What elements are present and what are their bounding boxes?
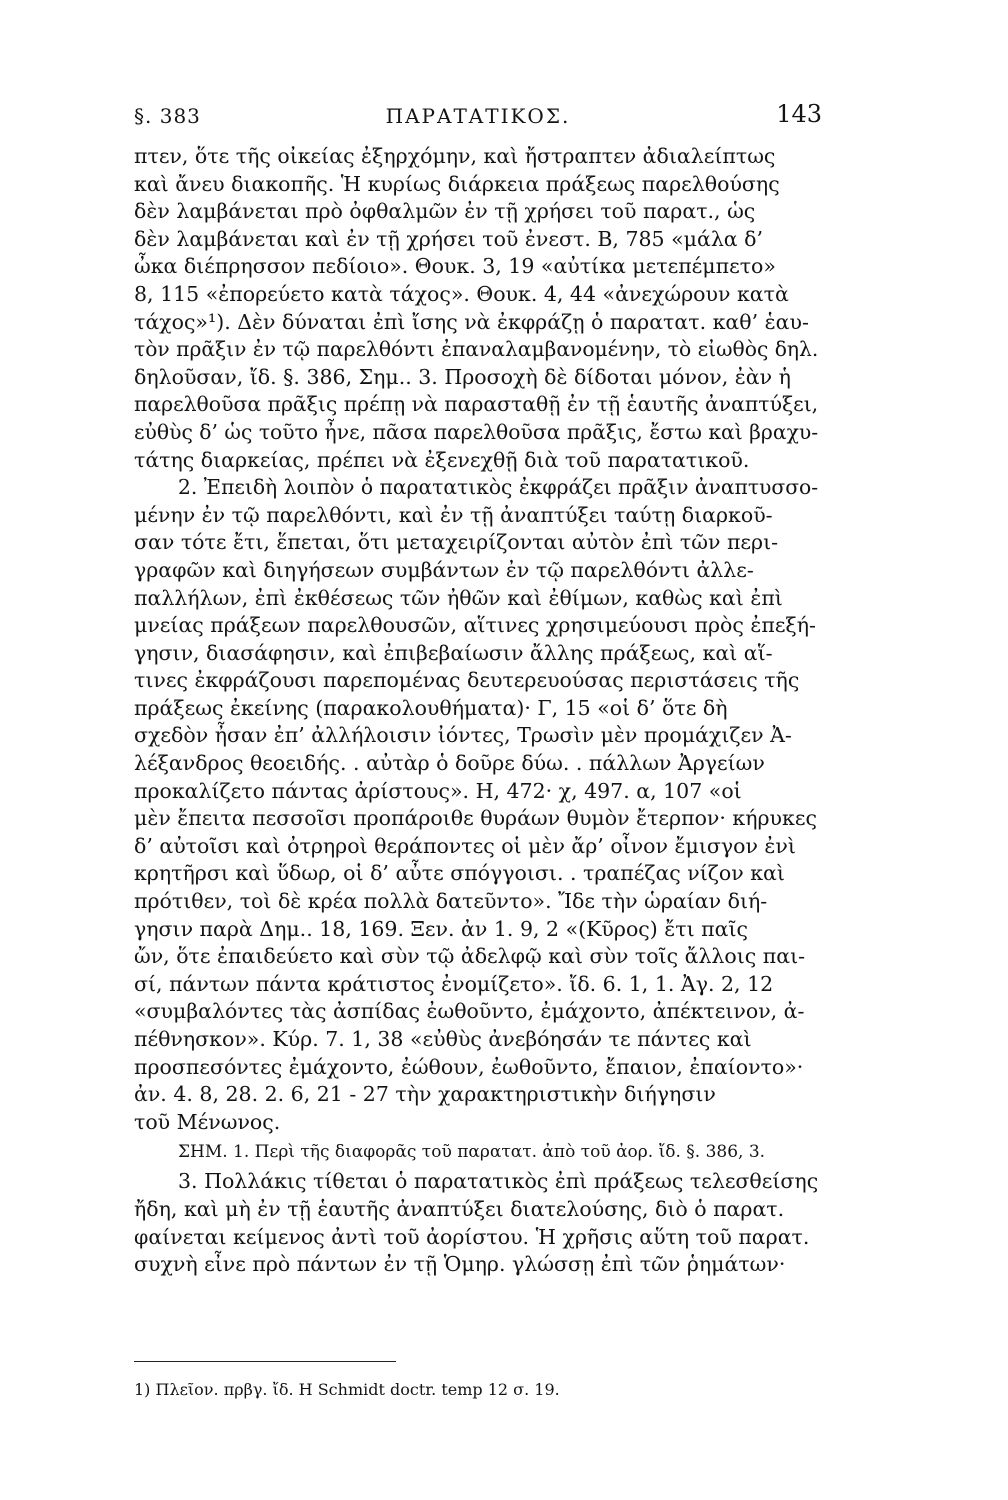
text-line: δὲν λαμβάνεται καὶ ἐν τῇ χρήσει τοῦ ἐνεστ. Β, 785 «μάλα δ’ [134,226,764,251]
text-line: μένην ἐν τῷ παρελθόντι, καὶ ἐν τῇ ἀναπτύξει ταύτῃ διαρκοῦ- [134,502,773,527]
text-line: συχνὴ εἶνε πρὸ πάντων ἐν τῇ Ὁμηρ. γλώσσῃ ἐπὶ τῶν ῥημάτων· [134,1252,786,1277]
section-marker: §. 383 [134,104,201,128]
paragraph-3 [134,1168,822,1278]
text-line: μνείας πράξεων παρελθουσῶν, αἵτινες χρησιμεύουσι πρὸς ἐπεξή- [134,613,816,638]
text-line: λέξανδρος θεοειδής. . αὐτὰρ ὁ δοῦρε δύω. . πάλλων Ἀργείων [134,751,765,776]
remark-note: ΣΗΜ. 1. Περὶ τῆς διαφορᾶς τοῦ παρατατ. ἀπὸ τοῦ ἀορ. ἴδ. §. 386, 3. [178,1142,766,1163]
text-line: προκαλίζετο πάντας ἀρίστους». Η, 472· χ, 497. α, 107 «οἱ [134,778,742,803]
page-number: 143 [776,100,822,128]
text-line: μὲν ἔπειτα πεσσοῖσι προπάροιθε θυράων θυμὸν ἔτερπον· κήρυκες [134,806,817,831]
text-line: γραφῶν καὶ διηγήσεων συμβάντων ἐν τῷ παρελθόντι ἀλλε- [134,557,754,582]
page-title: ΠΑΡΑΤΑΤΙΚΟΣ. [385,104,571,128]
text-line: «συμβαλόντες τὰς ἀσπίδας ἐωθοῦντο, ἐμάχοντο, ἀπέκτεινον, ἀ- [134,999,805,1024]
text-line: δὲν λαμβάνεται πρὸ ὀφθαλμῶν ἐν τῇ χρήσει τοῦ παρατ., ὡς [134,199,756,224]
text-line: τινες ἐκφράζουσι παρεπομένας δευτερευούσας περιστάσεις τῆς [134,668,800,693]
text-line: πτεν, ὅτε τῆς οἰκείας ἐξηρχόμην, καὶ ἤστραπτεν ἀδιαλείπτως [134,144,776,168]
text-line: ἀν. 4. 8, 28. 2. 6, 21 - 27 τὴν χαρακτηριστικὴν διήγησιν [134,1082,716,1107]
text-line: καὶ ἄνευ διακοπῆς. Ἡ κυρίως διάρκεια πράξεως παρελθούσης [134,171,780,196]
text-line: ὦκα διέπρησσον πεδίοιο». Θουκ. 3, 19 «αὐτίκα μετεπέμπετο» [134,254,776,279]
text-line: τὸν πρᾶξιν ἐν τῷ παρελθόντι ἐπαναλαμβανομένην, τὸ εἰωθὸς δηλ. [134,337,819,362]
text-line: πέθνησκον». Κύρ. 7. 1, 38 «εὐθὺς ἀνεβόησάν τε πάντες καὶ [134,1027,752,1051]
text-line: φαίνεται κείμενος ἀντὶ τοῦ ἀορίστου. Ἡ χρῆσις αὕτη τοῦ παρατ. [134,1224,810,1249]
text-line: γησιν, διασάφησιν, καὶ ἐπιβεβαίωσιν ἄλλης πράξεως, καὶ αἵ- [134,640,773,665]
text-line: τοῦ Μένωνος. [134,1109,281,1134]
text-line: τάχος»¹). Δὲν δύναται ἐπὶ ἴσης νὰ ἐκφράζῃ ὁ παρατατ. καθ’ ἑαυ- [134,309,809,334]
text-line: 3. Πολλάκις τίθεται ὁ παρατατικὸς ἐπὶ πράξεως τελεσθείσης [178,1169,819,1194]
text-line: προσπεσόντες ἐμάχοντο, ἐώθουν, ἐωθοῦντο, ἔπαιον, ἐπαίοντο»· [134,1054,804,1079]
text-line: δηλοῦσαν, ἴδ. §. 386, Σημ.. 3. Προσοχὴ δὲ δίδοται μόνον, ἐὰν ἡ [134,364,791,389]
text-line: παρελθοῦσα πρᾶξις πρέπῃ νὰ παρασταθῇ ἐν τῇ ἑαυτῆς ἀναπτύξει, [134,392,819,417]
text-line: πρότιθεν, τοὶ δὲ κρέα πολλὰ δατεῦντο». Ἴδε τὴν ὡραίαν διή- [134,889,768,914]
text-line: παλλήλων, ἐπὶ ἐκθέσεως τῶν ἠθῶν καὶ ἐθίμων, καθὼς καὶ ἐπὶ [134,585,783,610]
text-line: σχεδὸν ἦσαν ἐπ’ ἀλλήλοισιν ἰόντες, Τρωσὶν μὲν προμάχιζεν Ἀ- [134,723,792,748]
text-line: ὤν, ὅτε ἐπαιδεύετο καὶ σὺν τῷ ἀδελφῷ καὶ σὺν τοῖς ἄλλοις παι- [134,944,806,969]
text-line: ἤδη, καὶ μὴ ἐν τῇ ἑαυτῆς ἀναπτύξει διατελούσης, διὸ ὁ παρατ. [134,1196,785,1221]
text-line: δ’ αὐτοῖσι καὶ ὀτρηροὶ θεράποντες οἱ μὲν ἄρ’ οἶνον ἔμισγον ἐνὶ [134,833,796,858]
main-text [134,143,822,1279]
text-line: εὐθὺς δ’ ὡς τοῦτο ἦνε, πᾶσα παρελθοῦσα πρᾶξις, ἔστω καὶ βραχυ- [134,419,819,444]
text-line: σαν τότε ἔτι, ἕπεται, ὅτι μεταχειρίζονται αὐτὸν ἐπὶ τῶν περι- [134,530,779,555]
paragraph-2 [134,474,822,1136]
footnote: 1) Πλεῖον. πρβγ. ἴδ. Η Schmidt doctr. temp 12 σ. 19. [134,1380,560,1399]
text-line: γησιν παρὰ Δημ.. 18, 169. Ξεν. ἀν 1. 9, 2 «(Κῦρος) ἔτι παῖς [134,916,749,941]
text-line: 2. Ἐπειδὴ λοιπὸν ὁ παρατατικὸς ἐκφράζει πρᾶξιν ἀναπτυσσο- [178,475,819,500]
text-line: 8, 115 «ἐπορεύετο κατὰ τάχος». Θουκ. 4, 44 «ἀνεχώρουν κατὰ [134,281,789,306]
text-line: κρητῆρσι καὶ ὕδωρ, οἱ δ’ αὖτε σπόγγοισι. . τραπέζας νίζον καὶ [134,861,785,886]
paragraph-1 [134,143,822,474]
running-header [134,96,822,136]
text-line: πράξεως ἐκείνης (παρακολουθήματα)· Γ, 15 «οἱ δ’ ὅτε δὴ [134,695,728,720]
footnote-rule [134,1361,396,1362]
text-line: τάτης διαρκείας, πρέπει νὰ ἐξενεχθῇ διὰ τοῦ παρατατικοῦ. [134,447,750,472]
text-line: σί, πάντων πάντα κράτιστος ἐνομίζετο». ἴδ. 6. 1, 1. Ἀγ. 2, 12 [134,971,774,996]
